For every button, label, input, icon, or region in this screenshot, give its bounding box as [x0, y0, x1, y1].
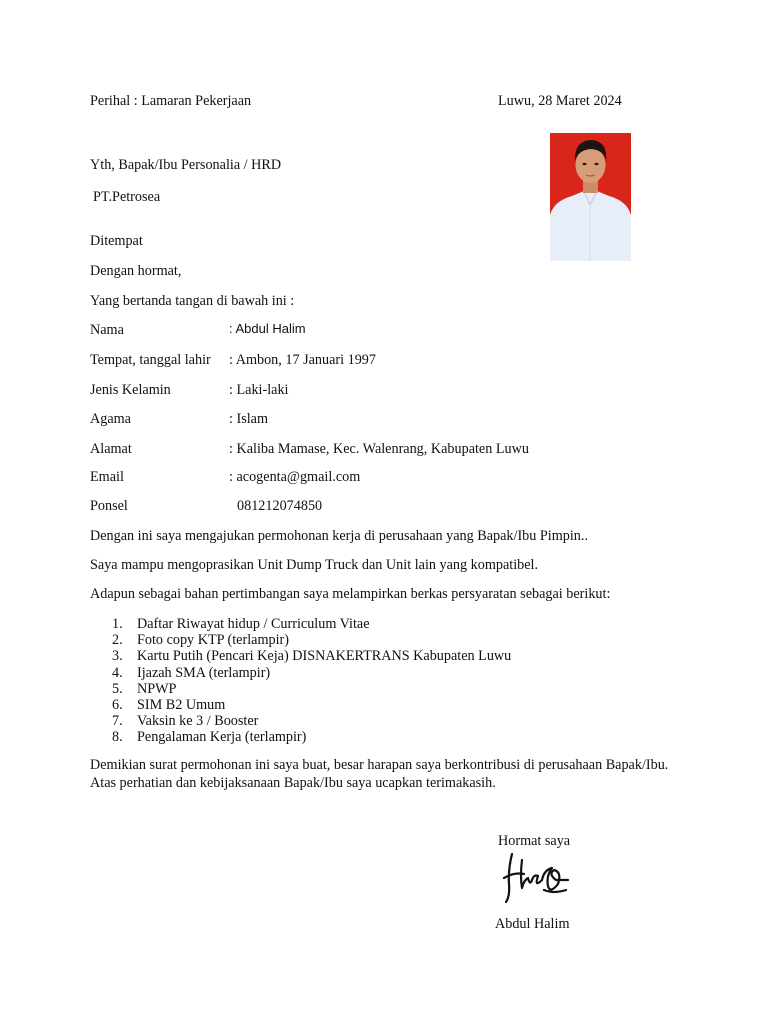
recipient-company: PT.Petrosea — [93, 189, 161, 205]
list-item-text: SIM B2 Umum — [137, 696, 226, 713]
value-name: : Abdul Halim — [229, 321, 306, 336]
list-item-number: 4. — [112, 664, 123, 681]
list-item-text: Pengalaman Kerja (terlampir) — [137, 729, 307, 746]
label-birth: Tempat, tanggal lahir — [90, 352, 211, 368]
closing-line-1: Demikian surat permohonan ini saya buat, besar harapan saya berkontribusi di perusahaan Bapak/Ibu. — [90, 757, 669, 773]
paragraph-attachments-intro: Adapun sebagai bahan pertimbangan saya melampirkan berkas persyaratan sebagai berikut: — [90, 586, 611, 602]
list-item-number: 6. — [112, 696, 123, 713]
closing-line-2: Atas perhatian dan kebijaksanaan Bapak/Ibu saya ucapkan terimakasih. — [90, 775, 496, 791]
label-religion: Agama — [90, 411, 131, 427]
applicant-photo — [550, 133, 631, 261]
recipient-location: Ditempat — [90, 233, 143, 249]
subject-line: Perihal : Lamaran Pekerjaan — [90, 93, 252, 109]
signer-name: Abdul Halim — [495, 916, 570, 932]
paragraph-skill: Saya mampu mengoprasikan Unit Dump Truck dan Unit lain yang kompatibel. — [90, 557, 539, 573]
list-item-text: Kartu Putih (Pencari Keja) DISNAKERTRANS Kabupaten Luwu — [137, 648, 512, 665]
value-phone: 081212074850 — [237, 498, 323, 514]
label-address: Alamat — [90, 441, 132, 457]
intro-text: Yang bertanda tangan di bawah ini : — [90, 293, 295, 309]
list-item-text: Daftar Riwayat hidup / Curriculum Vitae — [137, 616, 370, 632]
label-email: Email — [90, 469, 124, 485]
handwritten-signature — [500, 850, 572, 908]
place-date: Luwu, 28 Maret 2024 — [498, 93, 622, 109]
value-religion: : Islam — [229, 411, 269, 427]
label-phone: Ponsel — [90, 498, 128, 514]
paragraph-request: Dengan ini saya mengajukan permohonan kerja di perusahaan yang Bapak/Ibu Pimpin.. — [90, 528, 588, 544]
list-item-number: 7. — [112, 713, 123, 730]
value-birth: : Ambon, 17 Januari 1997 — [229, 352, 376, 368]
greeting: Dengan hormat, — [90, 263, 182, 279]
label-gender: Jenis Kelamin — [90, 382, 171, 398]
value-email: : acogenta@gmail.com — [229, 469, 361, 485]
list-item-text: Foto copy KTP (terlampir) — [137, 632, 289, 649]
list-item-text: NPWP — [137, 680, 177, 697]
list-item-number: 2. — [112, 632, 123, 649]
value-gender: : Laki-laki — [229, 382, 289, 398]
list-item-text: Vaksin ke 3 / Booster — [137, 713, 259, 730]
list-item-number: 5. — [112, 680, 123, 697]
value-address: : Kaliba Mamase, Kec. Walenrang, Kabupaten Luwu — [229, 441, 529, 457]
list-item-number: 8. — [112, 729, 123, 746]
list-item-text: Ijazah SMA (terlampir) — [137, 664, 271, 681]
list-item-number: 1. — [112, 616, 123, 632]
list-item-number: 3. — [112, 648, 123, 665]
label-name: Nama — [90, 322, 124, 338]
signature-salutation: Hormat saya — [498, 833, 571, 849]
recipient-line: Yth, Bapak/Ibu Personalia / HRD — [90, 157, 282, 173]
